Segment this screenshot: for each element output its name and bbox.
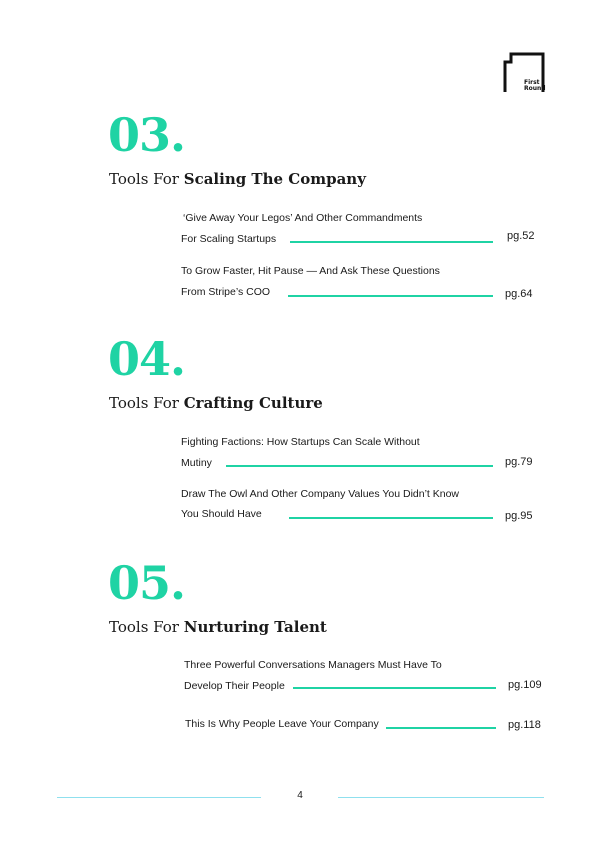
toc-entry-title-line1[interactable]: To Grow Faster, Hit Pause — And Ask These Questions <box>181 265 440 277</box>
toc-leader-line <box>386 727 496 729</box>
section-title-bold: Crafting Culture <box>183 394 323 412</box>
footer-rule-left <box>57 797 261 798</box>
toc-leader-line <box>293 687 496 689</box>
toc-leader-line <box>290 241 493 243</box>
toc-entry-title-line2[interactable]: From Stripe’s COO <box>181 286 271 298</box>
section-title-culture <box>109 394 323 412</box>
section-title-bold: Scaling The Company <box>183 170 366 188</box>
section-number-05: 05. <box>108 556 186 610</box>
toc-page-number[interactable]: pg.64 <box>505 288 533 300</box>
toc-page-number[interactable]: pg.95 <box>505 510 533 522</box>
toc-entry-title-line2[interactable]: Mutiny <box>181 457 212 469</box>
toc-entry-title[interactable]: This Is Why People Leave Your Company <box>185 718 379 730</box>
toc-entry-title-line1[interactable]: ‘Give Away Your Legos’ And Other Commandments <box>183 212 423 224</box>
section-title-prefix: Tools For <box>109 394 184 412</box>
toc-entry-title-line1[interactable]: Fighting Factions: How Startups Can Scale Without <box>181 436 420 448</box>
toc-leader-line <box>289 517 493 519</box>
section-title-prefix: Tools For <box>109 170 184 188</box>
section-title-prefix: Tools For <box>109 618 184 636</box>
toc-entry-title-line1[interactable]: Draw The Owl And Other Company Values You Didn’t Know <box>181 488 460 500</box>
section-title-talent <box>109 618 327 636</box>
section-title-scaling <box>109 170 366 188</box>
toc-entry-title-line2[interactable]: Develop Their People <box>184 680 285 692</box>
toc-page-number[interactable]: pg.79 <box>505 456 533 468</box>
logo-line-2: Round <box>524 85 546 92</box>
toc-entry-title-line2[interactable]: You Should Have <box>181 508 262 520</box>
page-number: 4 <box>297 790 303 801</box>
logo-wordmark <box>524 80 544 92</box>
footer-rule-right <box>338 797 544 798</box>
toc-page-number[interactable]: pg.52 <box>507 230 535 242</box>
toc-leader-line <box>226 465 493 467</box>
toc-leader-line <box>288 295 493 297</box>
section-number-03: 03. <box>108 108 186 162</box>
logo-line-1: First <box>524 79 540 86</box>
section-number-04: 04. <box>108 332 186 386</box>
section-title-bold: Nurturing Talent <box>183 618 327 636</box>
toc-entry-title-line2[interactable]: For Scaling Startups <box>181 233 277 245</box>
toc-page-number[interactable]: pg.109 <box>508 679 542 691</box>
toc-page-number[interactable]: pg.118 <box>508 719 541 731</box>
toc-entry-title-line1[interactable]: Three Powerful Conversations Managers Must Have To <box>184 659 442 671</box>
